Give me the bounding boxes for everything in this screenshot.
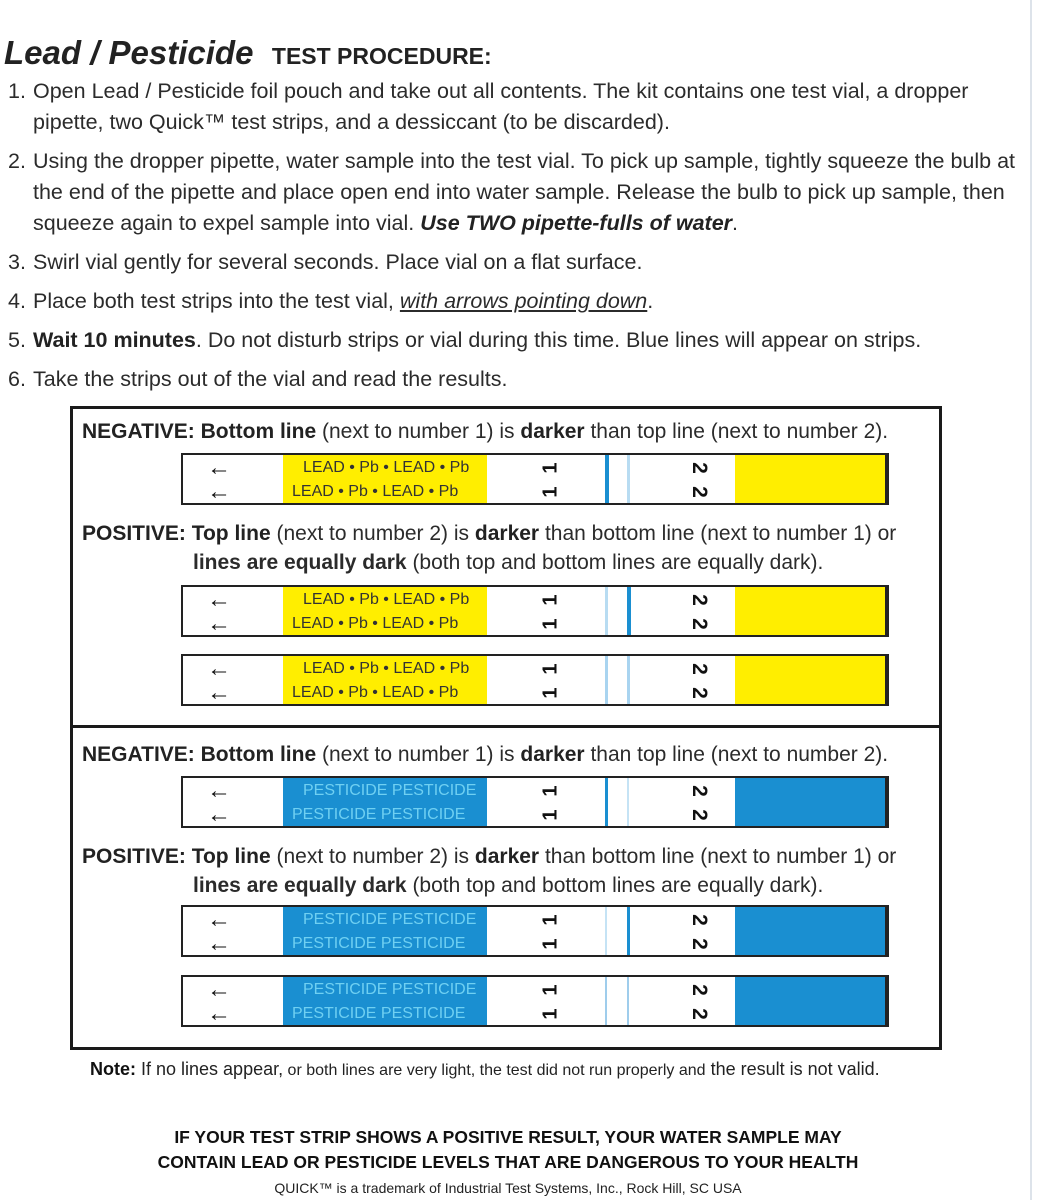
step-4 xyxy=(8,286,1018,317)
step-number: 4. xyxy=(8,289,26,313)
number-1-marker: 1 xyxy=(539,687,562,699)
arrow-left-icon: ← xyxy=(207,478,231,505)
step-3 xyxy=(8,247,1018,278)
step-text: Open Lead / Pesticide foil pouch and take out all contents. The kit contains one test vial, a dropper pipette, two Quick™ test strips, and a dessiccant (to be discarded). xyxy=(33,79,969,134)
number-1-marker: 1 xyxy=(539,1008,562,1020)
lead-strip-positive-b xyxy=(181,654,889,706)
strip-end-block xyxy=(735,907,885,955)
number-2-marker: 2 xyxy=(687,809,711,821)
number-2-marker: 2 xyxy=(687,462,711,474)
strip-label: LEAD • Pb • LEAD • Pb LEAD • Pb • LEAD • Pb xyxy=(283,455,487,503)
step-emphasis: Use TWO pipette-fulls of water xyxy=(420,211,733,235)
number-2-marker: 2 xyxy=(687,486,711,498)
step-2 xyxy=(8,146,1018,239)
positive-caption-line2: lines are equally dark (both top and bottom lines are equally dark). xyxy=(193,874,824,897)
arrow-left-icon: ← xyxy=(207,801,231,828)
strip-end-block xyxy=(735,587,885,635)
arrow-left-icon: ← xyxy=(207,930,231,957)
step-number: 1. xyxy=(8,79,26,103)
step-1 xyxy=(8,76,1018,138)
pesticide-results-panel xyxy=(70,728,942,1050)
positive-caption: POSITIVE: Top line (next to number 2) is darker than bottom line (next to number 1) or xyxy=(82,845,897,868)
strip-label: PESTICIDE PESTICIDE PESTICIDE PESTICIDE xyxy=(283,977,487,1025)
arrow-left-icon: ← xyxy=(207,976,231,1003)
step-end: . xyxy=(732,211,739,235)
negative-caption: NEGATIVE: Bottom line (next to number 1) is darker than top line (next to number 2). xyxy=(82,743,889,766)
number-1-marker: 1 xyxy=(539,663,562,675)
top-line xyxy=(627,656,630,704)
number-1-marker: 1 xyxy=(539,914,562,926)
positive-caption-line2: lines are equally dark (both top and bottom lines are equally dark). xyxy=(193,551,824,574)
step-text: Using the dropper pipette, water sample into the test vial. To pick up sample, tightly squeeze the bulb at the end of the pipette and place open end into water sample. Release the bulb to pick up sample, then squeeze again to expel sample into vial. xyxy=(33,149,1015,235)
top-line xyxy=(627,977,629,1025)
step-text: Swirl vial gently for several seconds. Place vial on a flat surface. xyxy=(33,250,643,274)
procedure-steps xyxy=(8,76,1018,403)
title-sub: TEST PROCEDURE: xyxy=(271,43,492,69)
step-number: 2. xyxy=(8,149,26,173)
bottom-line xyxy=(605,907,607,955)
top-line xyxy=(627,455,630,503)
top-line xyxy=(627,587,631,635)
number-1-marker: 1 xyxy=(539,984,562,996)
page-title xyxy=(4,34,492,72)
step-text: Place both test strips into the test vial, xyxy=(33,289,394,313)
top-line xyxy=(627,778,629,826)
lead-strip-negative xyxy=(181,453,889,505)
step-end: . xyxy=(647,289,654,313)
step-text: Take the strips out of the vial and read the results. xyxy=(33,367,508,391)
arrow-left-icon: ← xyxy=(207,454,231,481)
page-edge-divider xyxy=(1030,0,1032,1200)
lead-results-panel xyxy=(70,406,942,728)
validity-note: Note: If no lines appear, or both lines are very light, the test did not run properly and the result is not valid. xyxy=(90,1059,880,1079)
strip-label: PESTICIDE PESTICIDE PESTICIDE PESTICIDE xyxy=(283,778,487,826)
arrow-left-icon: ← xyxy=(207,679,231,706)
step-number: 6. xyxy=(8,367,26,391)
arrow-left-icon: ← xyxy=(207,1000,231,1027)
bottom-line xyxy=(605,587,608,635)
health-warning-line2: CONTAIN LEAD OR PESTICIDE LEVELS THAT ARE DANGEROUS TO YOUR HEALTH xyxy=(157,1152,859,1172)
arrow-left-icon: ← xyxy=(207,586,231,613)
number-1-marker: 1 xyxy=(539,462,562,474)
arrow-left-icon: ← xyxy=(207,777,231,804)
step-5 xyxy=(8,325,1018,356)
arrow-left-icon: ← xyxy=(207,610,231,637)
number-1-marker: 1 xyxy=(539,594,562,606)
number-2-marker: 2 xyxy=(687,687,711,699)
step-bold: Wait 10 minutes xyxy=(33,328,196,352)
number-2-marker: 2 xyxy=(687,594,711,606)
title-main: Lead / Pesticide xyxy=(4,34,254,71)
strip-label: PESTICIDE PESTICIDE PESTICIDE PESTICIDE xyxy=(283,907,487,955)
strip-end-block xyxy=(735,656,885,704)
bottom-line xyxy=(605,455,609,503)
step-number: 3. xyxy=(8,250,26,274)
step-number: 5. xyxy=(8,328,26,352)
strip-end-block xyxy=(735,778,885,826)
number-1-marker: 1 xyxy=(539,618,562,630)
health-warning-line1: IF YOUR TEST STRIP SHOWS A POSITIVE RESULT, YOUR WATER SAMPLE MAY xyxy=(174,1127,842,1147)
strip-end-block xyxy=(735,977,885,1025)
strip-end-block xyxy=(735,455,885,503)
bottom-line xyxy=(605,656,608,704)
strip-label: LEAD • Pb • LEAD • Pb LEAD • Pb • LEAD • Pb xyxy=(283,587,487,635)
arrow-left-icon: ← xyxy=(207,906,231,933)
number-2-marker: 2 xyxy=(687,785,711,797)
pesticide-strip-negative xyxy=(181,776,889,828)
positive-caption: POSITIVE: Top line (next to number 2) is darker than bottom line (next to number 1) or xyxy=(82,522,897,545)
lead-strip-positive-a xyxy=(181,585,889,637)
strip-label: LEAD • Pb • LEAD • Pb LEAD • Pb • LEAD • Pb xyxy=(283,656,487,704)
number-1-marker: 1 xyxy=(539,785,562,797)
step-6 xyxy=(8,364,1018,395)
number-2-marker: 2 xyxy=(687,618,711,630)
pesticide-strip-positive-b xyxy=(181,975,889,1027)
number-1-marker: 1 xyxy=(539,809,562,821)
number-2-marker: 2 xyxy=(687,1008,711,1020)
negative-caption: NEGATIVE: Bottom line (next to number 1) is darker than top line (next to number 2). xyxy=(82,420,889,443)
step-text: . Do not disturb strips or vial during this time. Blue lines will appear on strips. xyxy=(195,328,922,352)
bottom-line xyxy=(605,977,607,1025)
number-2-marker: 2 xyxy=(687,938,711,950)
top-line xyxy=(627,907,630,955)
step-underline: with arrows pointing down xyxy=(399,289,648,313)
number-1-marker: 1 xyxy=(539,486,562,498)
arrow-left-icon: ← xyxy=(207,655,231,682)
number-2-marker: 2 xyxy=(687,984,711,996)
bottom-line xyxy=(605,778,608,826)
trademark-notice: QUICK™ is a trademark of Industrial Test Systems, Inc., Rock Hill, SC USA xyxy=(274,1180,742,1196)
number-2-marker: 2 xyxy=(687,914,711,926)
number-2-marker: 2 xyxy=(687,663,711,675)
number-1-marker: 1 xyxy=(539,938,562,950)
pesticide-strip-positive-a xyxy=(181,905,889,957)
